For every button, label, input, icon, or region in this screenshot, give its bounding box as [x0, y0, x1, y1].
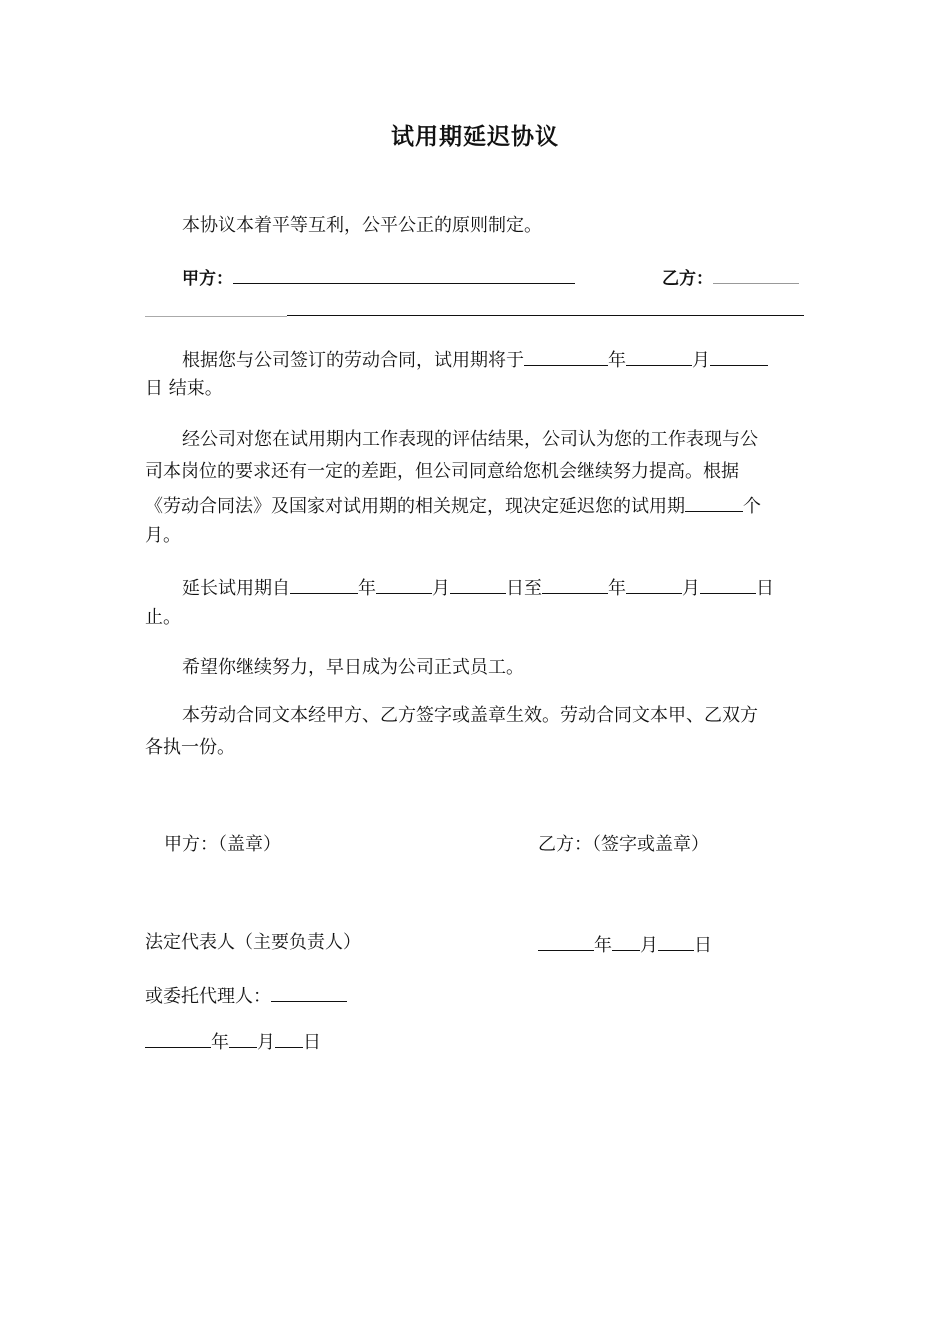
document-title: 试用期延迟协议 — [391, 124, 559, 150]
para2-line2: 司本岗位的要求还有一定的差距，但公司同意给您机会继续努力提高。根据 — [145, 461, 739, 482]
end-day-blank-2[interactable] — [700, 573, 756, 594]
para2-line3-text: 《劳动合同法》及国家对试用期的相关规定，现决定延迟您的试用期 — [145, 496, 685, 517]
start-year-blank[interactable] — [290, 573, 358, 594]
agent-label: 或委托代理人： — [145, 986, 271, 1007]
party-a-label: 甲方： — [182, 269, 233, 289]
party-b-label: 乙方： — [662, 269, 713, 289]
para2-line1: 经公司对您在试用期内工作表现的评估结果，公司认为您的工作表现与公 — [182, 429, 758, 450]
para5-line1: 本劳动合同文本经甲方、乙方签字或盖章生效。劳动合同文本甲、乙双方 — [182, 705, 758, 726]
party-a-blank[interactable] — [233, 263, 575, 284]
party-b-blank-continued[interactable] — [287, 315, 804, 316]
intro-text: 本协议本着平等互利，公平公正的原则制定。 — [182, 215, 542, 236]
year-label: 年 — [211, 1032, 229, 1053]
day-to-label: 日至 — [506, 578, 542, 599]
para2-line4: 月。 — [145, 525, 181, 546]
party-b-month-blank[interactable] — [612, 930, 640, 951]
day-label: 日 — [756, 578, 774, 599]
party-b-year-blank[interactable] — [538, 930, 594, 951]
para4-text: 希望你继续努力，早日成为公司正式员工。 — [182, 657, 524, 678]
end-day-blank[interactable] — [710, 345, 768, 366]
party-b-blank-continued-light[interactable] — [145, 316, 287, 317]
para3-line2: 止。 — [145, 607, 181, 628]
para2-line3 — [145, 491, 761, 520]
month-label: 月 — [640, 935, 658, 956]
months-unit: 个 — [743, 496, 761, 517]
party-b-blank[interactable] — [713, 263, 799, 284]
party-a-seal: 甲方：（盖章） — [164, 834, 281, 855]
year-label: 年 — [608, 578, 626, 599]
para1-line1 — [182, 345, 768, 374]
party-a-day-blank[interactable] — [275, 1027, 303, 1048]
party-b-sign: 乙方：（签字或盖章） — [538, 834, 709, 855]
extension-months-blank[interactable] — [685, 491, 743, 512]
day-label: 日 — [303, 1032, 321, 1053]
para1-text: 根据您与公司签订的劳动合同，试用期将于 — [182, 350, 524, 371]
party-a-month-blank[interactable] — [229, 1027, 257, 1048]
year-label: 年 — [594, 935, 612, 956]
start-month-blank[interactable] — [376, 573, 432, 594]
end-year-blank[interactable] — [524, 345, 608, 366]
party-a-line — [182, 263, 575, 292]
para3-line1 — [182, 573, 774, 602]
month-label: 月 — [432, 578, 450, 599]
end-month-blank[interactable] — [626, 345, 692, 366]
month-label: 月 — [692, 350, 710, 371]
month-label: 月 — [682, 578, 700, 599]
agent-blank[interactable] — [271, 981, 347, 1002]
end-year-blank-2[interactable] — [542, 573, 608, 594]
start-day-blank[interactable] — [450, 573, 506, 594]
party-b-date — [538, 930, 712, 959]
legal-rep-label: 法定代表人（主要负责人） — [145, 932, 361, 953]
para3-text: 延长试用期自 — [182, 578, 290, 599]
end-month-blank-2[interactable] — [626, 573, 682, 594]
party-a-date — [145, 1027, 321, 1056]
para5-line2: 各执一份。 — [145, 737, 235, 758]
agent-line — [145, 981, 347, 1010]
year-label: 年 — [358, 578, 376, 599]
year-label: 年 — [608, 350, 626, 371]
para1-line2: 日 结束。 — [145, 378, 223, 399]
party-b-day-blank[interactable] — [658, 930, 694, 951]
day-label: 日 — [694, 935, 712, 956]
party-a-year-blank[interactable] — [145, 1027, 211, 1048]
month-label: 月 — [257, 1032, 275, 1053]
party-b-line — [662, 263, 799, 292]
